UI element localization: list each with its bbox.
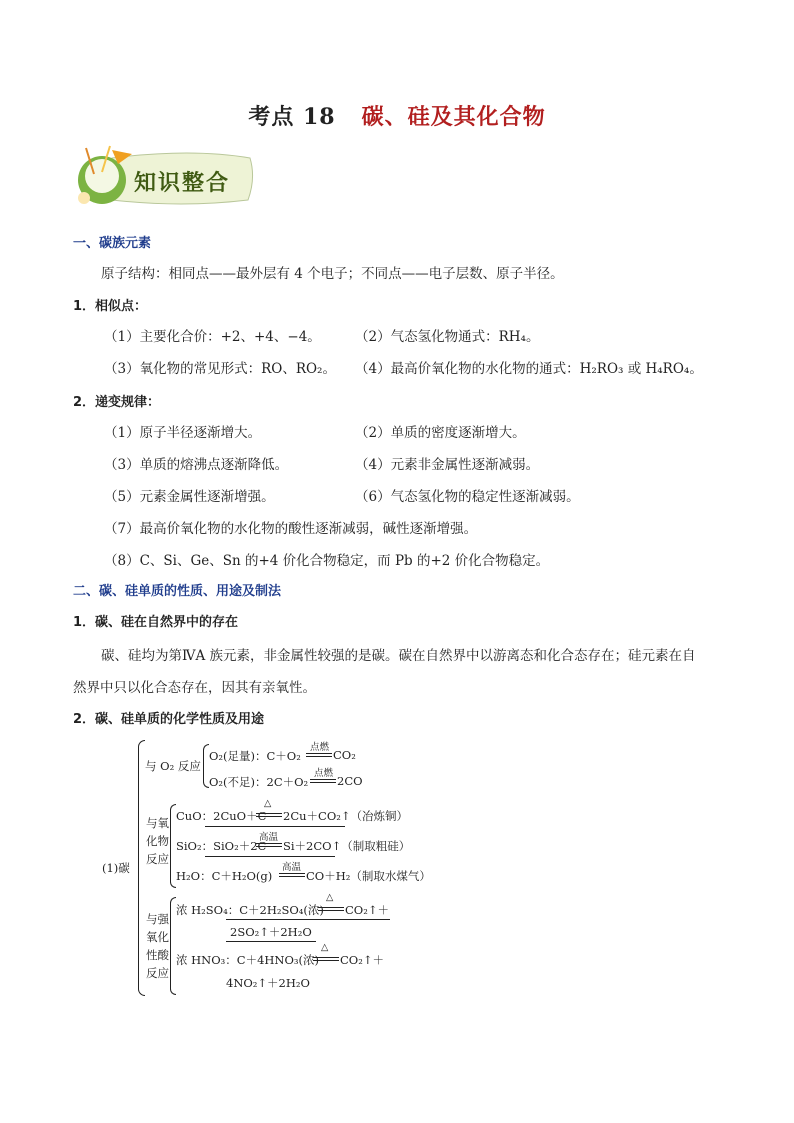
root-brace — [138, 740, 145, 996]
condition-heat-3: △ — [321, 942, 329, 953]
product-hno3: CO₂↑＋ — [340, 953, 384, 967]
badge-label: 知识整合 — [134, 171, 231, 196]
product-h2so4-cont: 2SO₂↑＋2H₂O — [230, 925, 312, 939]
trend-8: （8）C、Si、Ge、Sn 的+4 价化合物稳定，而 Pb 的+2 价化合物稳定。 — [104, 553, 550, 569]
trend-5: （5）元素金属性逐渐增强。 — [104, 489, 275, 505]
group-acid-label-3: 性酸 — [146, 948, 169, 962]
condition-ignite-1: 点燃 — [310, 742, 330, 753]
group-acid-label-2: 氧化 — [146, 930, 169, 944]
condition-ignite-2: 点燃 — [314, 768, 334, 779]
equals-line — [310, 782, 336, 783]
existence-text-line-1: 碳、硅均为第ⅣA 族元素，非金属性较强的是碳。碳在自然界中以游离态和化合态存在；硅元素在自 — [101, 648, 696, 664]
reaction-h2o: H₂O：C＋H₂O(g) — [176, 869, 273, 883]
properties-heading: 2．碳、硅单质的化学性质及用途 — [73, 712, 265, 727]
section-1-heading: 一、碳族元素 — [73, 236, 152, 251]
equals-line — [256, 816, 282, 817]
condition-high-temp-1: 高温 — [259, 832, 279, 843]
diagram-root-label: (1)碳 — [102, 861, 130, 875]
product-h2so4: CO₂↑＋ — [345, 903, 389, 917]
group-oxide-label-1: 与氧 — [146, 816, 169, 830]
trend-4: （4）元素非金属性逐渐减弱。 — [355, 457, 540, 473]
equals-line — [313, 960, 339, 961]
equals-line — [313, 957, 339, 958]
similarity-2: （2）气态氢化物通式：RH₄。 — [355, 329, 540, 345]
trend-6: （6）气态氢化物的稳定性逐渐减弱。 — [355, 489, 580, 505]
reaction-hno3: 浓 HNO₃：C＋4HNO₃(浓) — [176, 953, 320, 967]
trend-7: （7）最高价氧化物的水化物的酸性逐渐减弱，碱性逐渐增强。 — [104, 521, 478, 537]
equals-line — [279, 873, 305, 874]
similarity-4: （4）最高价氧化物的水化物的通式：H₂RO₃ 或 H₄RO₄。 — [355, 361, 703, 377]
equals-line — [318, 907, 344, 908]
equals-line — [256, 813, 282, 814]
trend-1: （1）原子半径逐渐增大。 — [104, 425, 262, 441]
page-title — [0, 100, 794, 131]
trends-heading: 2．递变规律： — [73, 395, 161, 410]
reaction-cuo: CuO：2CuO＋C — [176, 809, 267, 823]
condition-heat-2: △ — [326, 892, 334, 903]
product-cuo: 2Cu＋CO₂↑（冶炼铜） — [283, 809, 408, 823]
equals-line — [318, 910, 344, 911]
reaction-sio2: SiO₂：SiO₂＋2C — [176, 839, 267, 853]
equals-line — [256, 846, 282, 847]
similarities-heading: 1．相似点： — [73, 299, 148, 314]
similarity-3: （3）氧化物的常见形式：RO、RO₂。 — [104, 361, 336, 377]
product-sio2: Si＋2CO↑（制取粗硅） — [283, 839, 411, 853]
atom-structure-text: 原子结构：相同点——最外层有 4 个电子；不同点——电子层数、原子半径。 — [101, 266, 564, 282]
trend-2: （2）单质的密度逐渐增大。 — [355, 425, 526, 441]
section-2-heading: 二、碳、硅单质的性质、用途及制法 — [73, 584, 282, 599]
group-acid-label-1: 与强 — [146, 912, 169, 926]
equals-line — [256, 843, 282, 844]
product-h2o: CO＋H₂（制取水煤气） — [306, 869, 431, 883]
existence-heading: 1．碳、硅在自然界中的存在 — [73, 615, 239, 630]
similarity-1: （1）主要化合价：+2、+4、−4。 — [104, 329, 321, 345]
equals-line — [279, 876, 305, 877]
reaction-h2so4: 浓 H₂SO₄：C＋2H₂SO₄(浓) — [176, 903, 324, 917]
group-oxide-label-3: 反应 — [146, 852, 169, 866]
existence-text-line-2: 然界中只以化合态存在，因其有亲氧性。 — [73, 680, 316, 696]
blank-underline — [226, 941, 316, 942]
equals-line — [306, 753, 332, 754]
title-number: 考点 18 — [248, 104, 336, 130]
reaction-o2-limited: O₂(不足)：2C＋O₂ — [209, 775, 309, 789]
group-oxide-label-2: 化物 — [146, 834, 169, 848]
title-topic: 碳、硅及其化合物 — [361, 104, 546, 130]
reaction-o2-excess: O₂(足量)：C＋O₂ — [209, 749, 301, 763]
blank-underline — [205, 856, 335, 857]
group-acid-label-4: 反应 — [146, 966, 169, 980]
product-o2-excess: CO₂ — [333, 748, 356, 762]
equals-line — [306, 756, 332, 757]
trend-3: （3）单质的熔沸点逐渐降低。 — [104, 457, 289, 473]
knowledge-badge — [72, 144, 256, 210]
product-hno3-cont: 4NO₂↑＋2H₂O — [226, 976, 310, 990]
condition-heat-1: △ — [264, 798, 272, 809]
condition-high-temp-2: 高温 — [282, 862, 302, 873]
group-o2-label: 与 O₂ 反应 — [145, 759, 201, 773]
blank-underline — [226, 919, 390, 920]
product-o2-limited: 2CO — [337, 774, 363, 788]
blank-underline — [205, 826, 345, 827]
equals-line — [310, 779, 336, 780]
